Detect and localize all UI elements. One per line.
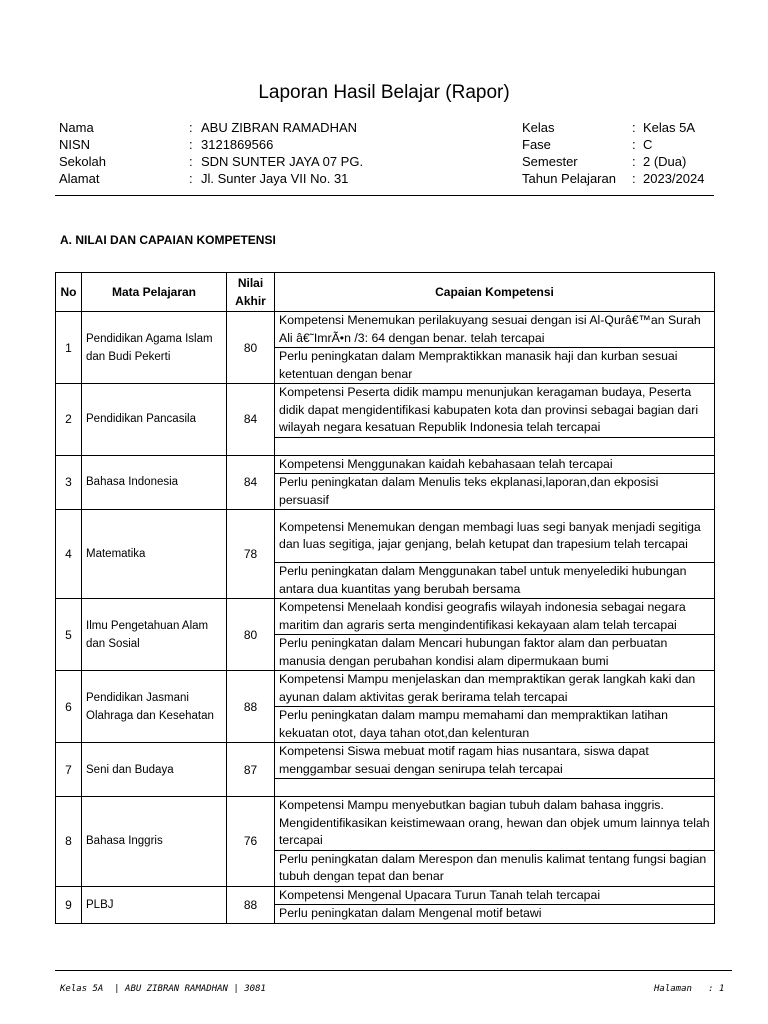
final-score: 84 (227, 384, 275, 456)
footer-divider (55, 970, 732, 971)
colon: : (189, 171, 193, 186)
row-number: 5 (56, 599, 82, 671)
footer-page-number: Halaman : 1 (654, 984, 725, 994)
competency-improve (275, 779, 715, 797)
school-value: SDN SUNTER JAYA 07 PG. (201, 154, 364, 169)
colon: : (632, 137, 636, 152)
final-score: 76 (227, 797, 275, 887)
competency-achieved: Kompetensi Mampu menyebutkan bagian tubuh dalam bahasa inggris. Mengidentifikasikan keistimewaan orang, hewan dan objek umum lainnya telah tercapai (275, 797, 715, 851)
colon: : (189, 137, 193, 152)
subject-name: Pendidikan Jasmani Olahraga dan Kesehatan (82, 671, 227, 743)
colon: : (632, 171, 636, 186)
row-number: 3 (56, 455, 82, 510)
subject-name: Seni dan Budaya (82, 743, 227, 797)
school-year-label: Tahun Pelajaran (522, 171, 616, 186)
row-number: 8 (56, 797, 82, 887)
name-value: ABU ZIBRAN RAMADHAN (201, 120, 358, 135)
address-label: Alamat (59, 171, 100, 186)
competency-improve: Perlu peningkatan dalam Mempraktikkan manasik haji dan kurban sesuai ketentuan dengan benar (275, 348, 715, 384)
competency-achieved: Kompetensi Siswa mebuat motif ragam hias nusantara, siswa dapat menggambar sesuai dengan senirupa telah tercapai (275, 743, 715, 779)
competency-achieved: Kompetensi Mengenal Upacara Turun Tanah telah tercapai (275, 886, 715, 905)
final-score: 88 (227, 886, 275, 923)
competency-improve: Perlu peningkatan dalam Mengenal motif betawi (275, 905, 715, 924)
row-number: 4 (56, 510, 82, 599)
competency-improve: Perlu peningkatan dalam Mencari hubungan faktor alam dan perbuatan manusia dengan perubahan kondisi alam dipermukaan bumi (275, 635, 715, 671)
table-row (56, 510, 715, 563)
row-number: 9 (56, 886, 82, 923)
class-label: Kelas (522, 120, 555, 135)
row-number: 1 (56, 312, 82, 384)
school-label: Sekolah (59, 154, 106, 169)
table-row (56, 599, 715, 635)
section-title: A. NILAI DAN CAPAIAN KOMPETENSI (60, 233, 276, 247)
nisn-value: 3121869566 (201, 137, 274, 152)
report-title: Laporan Hasil Belajar (Rapor) (258, 82, 510, 103)
header-divider (55, 195, 714, 196)
subject-name: Ilmu Pengetahuan Alam dan Sosial (82, 599, 227, 671)
header-score-line2: Akhir (235, 294, 266, 308)
row-number: 6 (56, 671, 82, 743)
subject-name: Matematika (82, 510, 227, 599)
class-value: Kelas 5A (643, 120, 696, 135)
semester-label: Semester (522, 154, 578, 169)
colon: : (632, 154, 636, 169)
header-competency: Capaian Kompetensi (275, 273, 715, 312)
competency-achieved: Kompetensi Peserta didik mampu menunjukan keragaman budaya, Peserta didik dapat mengidentifikasi kabupaten kota dan provinsi sebagai bagian dari wilayah negara kesatuan Republik Indonesia telah tercapai (275, 384, 715, 438)
phase-label: Fase (522, 137, 551, 152)
header-score-line1: Nilai (237, 276, 264, 290)
address-value: Jl. Sunter Jaya VII No. 31 (201, 171, 349, 186)
table-header-row (56, 273, 715, 312)
table-row (56, 671, 715, 707)
final-score: 80 (227, 312, 275, 384)
competency-improve: Perlu peningkatan dalam Menggunakan tabel untuk menyelediki hubungan antara dua kuantitas yang berubah bersama (275, 563, 715, 599)
table-row (56, 312, 715, 348)
competency-achieved: Kompetensi Menggunakan kaidah kebahasaan telah tercapai (275, 455, 715, 474)
competency-achieved: Kompetensi Mampu menjelaskan dan mempraktikan gerak langkah kaki dan ayunan dalam aktivitas gerak berirama telah tercapai (275, 671, 715, 707)
semester-value: 2 (Dua) (643, 154, 687, 169)
school-year-value: 2023/2024 (643, 171, 705, 186)
header-subject: Mata Pelajaran (82, 273, 227, 312)
final-score: 80 (227, 599, 275, 671)
colon: : (189, 120, 193, 135)
grades-table (55, 272, 715, 924)
subject-name: Bahasa Indonesia (82, 455, 227, 510)
student-info-left (59, 119, 399, 191)
subject-name: Pendidikan Pancasila (82, 384, 227, 456)
table-row (56, 384, 715, 438)
final-score: 88 (227, 671, 275, 743)
competency-improve (275, 437, 715, 455)
subject-name: Pendidikan Agama Islam dan Budi Pekerti (82, 312, 227, 384)
table-row (56, 455, 715, 474)
name-label: Nama (59, 120, 94, 135)
final-score: 84 (227, 455, 275, 510)
table-row (56, 743, 715, 779)
header-no: No (56, 273, 82, 312)
subject-name: Bahasa Inggris (82, 797, 227, 887)
table-row (56, 886, 715, 905)
row-number: 7 (56, 743, 82, 797)
phase-value: C (643, 137, 653, 152)
colon: : (189, 154, 193, 169)
final-score: 87 (227, 743, 275, 797)
competency-achieved: Kompetensi Menemukan perilakuyang sesuai dengan isi Al-Qurâ€™an Surah Ali â€˜ImrÃ•n /3: 64 dengan benar. telah tercapai (275, 312, 715, 348)
final-score: 78 (227, 510, 275, 599)
student-info-right (522, 119, 722, 191)
subject-name: PLBJ (82, 886, 227, 923)
competency-achieved: Kompetensi Menelaah kondisi geografis wilayah indonesia sebagai negara maritim dan agraris serta mengindentifikasi kekayaan alam telah tercapai (275, 599, 715, 635)
competency-improve: Perlu peningkatan dalam mampu memahami dan mempraktikan latihan kekuatan otot, daya tahan otot,dan kelenturan (275, 707, 715, 743)
colon: : (632, 120, 636, 135)
competency-achieved: Kompetensi Menemukan dengan membagi luas segi banyak menjadi segitiga dan luas segitiga, jajar genjang, belah ketupat dan trapesium telah tercapai (275, 510, 715, 563)
table-row (56, 797, 715, 851)
header-score (227, 273, 275, 312)
competency-improve: Perlu peningkatan dalam Menulis teks ekplanasi,laporan,dan ekposisi persuasif (275, 474, 715, 510)
competency-improve: Perlu peningkatan dalam Merespon dan menulis kalimat tentang fungsi bagian tubuh dengan tepat dan benar (275, 850, 715, 886)
row-number: 2 (56, 384, 82, 456)
nisn-label: NISN (59, 137, 91, 152)
footer-student-info: Kelas 5A | ABU ZIBRAN RAMADHAN | 3081 (60, 984, 266, 994)
